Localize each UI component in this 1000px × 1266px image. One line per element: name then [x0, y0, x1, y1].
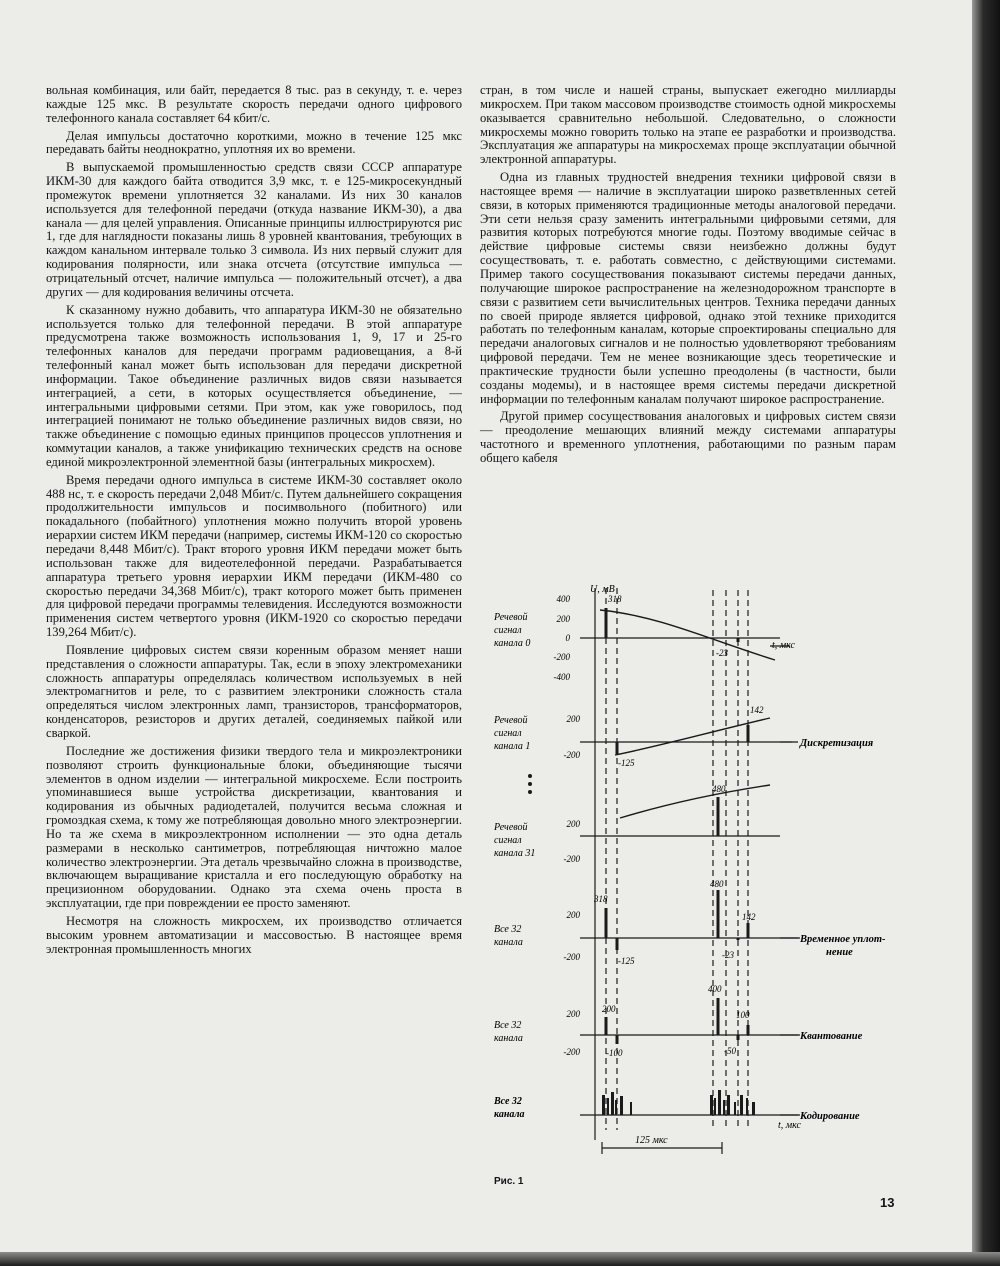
tick-label: 200 — [556, 614, 570, 624]
tick-label: 400 — [556, 594, 570, 604]
paragraph: Одна из главных трудностей внедрения техники цифровой связи в настоящее время — наличие в эксплуатации широко разветвленных сетей связи, в которых применяются традиционные методы аналоговой передачи. Эти сети нельзя сразу заменить интегральными цифровыми сетями, для развития которых потребуются многие годы. Поэтому вводимые сейчас в действие цифровые системы связи неизбежно должны будут сосуществовать, т. е. работать совместно, с действующими системами. Пример такого сосуществования показывают системы передачи данных, получающие широкое распространение на железнодорожном транспорте в связи с развитием сети вычислительных центров. Техника передачи данных по своей природе является цифровой, однако этой технике приходится работать по телефонным каналам, которые спроектированы специально для передачи аналоговых сигналов и не полностью удовлетворяют требованиям цифровой передачи. Тем не менее возникающие здесь теоретические и практические трудности были успешно преодолены (в частности, были созданы модемы), и в настоящее время системы передачи дискретной информации по телефонным каналам получают широкое распространение. — [480, 170, 896, 406]
tick-label: -400 — [553, 672, 570, 682]
scan-edge-shadow — [972, 0, 1000, 1266]
tick-label: -200 — [563, 952, 580, 962]
row-label: канала — [494, 1109, 525, 1120]
ellipsis-dots — [528, 774, 532, 794]
tick-label: -200 — [563, 750, 580, 760]
value-label: -50 — [724, 1046, 736, 1056]
period-label: 125 мкс — [635, 1135, 668, 1146]
row-label: канала 1 — [494, 741, 531, 752]
tick-label: 200 — [566, 714, 580, 724]
pcm-diagram — [480, 580, 900, 1160]
row-label: Все 32 — [494, 1096, 522, 1107]
tick-label: 200 — [566, 819, 580, 829]
row-label: сигнал — [494, 625, 522, 636]
axis-t-label: t, мкс — [778, 1120, 801, 1131]
value-label: -100 — [606, 1048, 623, 1058]
tick-label: 200 — [566, 1009, 580, 1019]
paragraph: Делая импульсы достаточно короткими, можно в течение 125 мкс передавать байты неоднократно, уплотняя их во времени. — [46, 128, 462, 157]
value-label: 480 — [712, 784, 726, 794]
axis-t-label: t, мкс — [772, 640, 795, 651]
stage-label-coding: Кодирование — [800, 1111, 860, 1122]
paragraph: Время передачи одного импульса в системе ИКМ-30 составляет около 488 нс, т. е скорость передачи 2,048 Мбит/с. Путем дальнейшего сокращения продолжительности импульсов и посимвольного (побитного) или покадального (побайтного) уплотнения можно получить второй уровень иерархии систем ИКМ передачи (например, системы ИКМ-120 со скоростью передачи 8,448 Мбит/с). Тракт второго уровня ИКМ передачи может быть использован также для видеотелефонной передачи. Разрабатывается аппаратура третьего уровня иерархии ИКМ передачи (ИКМ-480 со скоростью передачи 34,368 Мбит/с), тракт которого может быть применен для цифровой передачи программы телевидения. Исследуются возможности применения систем четвертого уровня (ИКМ-1920 со скоростью передачи 139,264 Мбит/с). — [46, 472, 462, 640]
row-label: канала — [494, 1033, 523, 1044]
stage-label-time-mux: Временное уплот- — [800, 934, 886, 945]
paragraph: Появление цифровых систем связи коренным образом меняет наши представления о сложности аппаратуры. Так, если в эпоху электромеханики сложность аппаратуры определялась количеством используемых в ней электромагнитов и реле, то с развитием электроники сложность стала определяться числом электронных ламп, транзисторов, трансформаторов, конденсаторов, резисторов и других деталей, соединяемых пайкой или сваркой. — [46, 642, 462, 740]
value-label: -23 — [716, 648, 728, 658]
row-label: Все 32 — [494, 1020, 522, 1031]
stage-label-quantization: Квантование — [800, 1031, 863, 1042]
value-label: 318 — [608, 594, 622, 604]
row-label: Речевой — [494, 715, 528, 726]
value-label: 200 — [602, 1004, 616, 1014]
left-text-column — [46, 84, 462, 960]
paragraph: В выпускаемой промышленностью средств связи СССР аппаратуре ИКМ-30 для каждого байта отводится 3,9 мкс, т. е 125-микросекундный промежуток времени уплотняется 32 каналами. Из них 30 каналов используется для телефонной передачи (откуда название ИКМ-30), а два канала — для целей управления. Описанные принципы иллюстрируются рис 1, где для наглядности показаны лишь 8 уровней квантования, требующих в каждом канальном интервале только 3 символа. Из них первый служит для кодирования полярности, или знака отсчета (отсутствие импульса — отрицательный отсчет, наличие импульса — положительный отсчет), а два других — для кодирования величины отсчета. — [46, 160, 462, 299]
tick-label: -200 — [563, 1047, 580, 1057]
paragraph: Другой пример сосуществования аналоговых и цифровых систем связи — преодоление мешающих влияний между системами аппаратуры частотного и временного уплотнения, работающими по разным парам общего кабеля — [480, 409, 896, 465]
right-text-column — [480, 84, 896, 470]
value-label: -125 — [618, 758, 635, 768]
row-label: сигнал — [494, 835, 522, 846]
row-label: Все 32 — [494, 924, 522, 935]
tick-label: 0 — [565, 633, 570, 643]
paragraph: Несмотря на сложность микросхем, их производство отличается высоким уровнем автоматизации и массовостью. В настоящее время электронная промышленность многих — [46, 913, 462, 956]
value-label: -23 — [722, 950, 734, 960]
row-label: сигнал — [494, 728, 522, 739]
stage-label-time-mux-2: нение — [826, 947, 853, 958]
paragraph: К сказанному нужно добавить, что аппаратура ИКМ-30 не обязательно используется только для телефонной передачи. В этой аппаратуре предусмотрена также возможность использования 1, 9, 17 и 25-го телефонных каналов для передачи программ радиовещания, а 8-й телефонный канал может быть использован для передачи дискретной информации. Такое объединение различных видов связи называется интеграцией, а сети, в которых осуществляется объединение, — интегральными цифровыми сетями. При этом, как уже говорилось, под интеграцией понимают не только объединение различных видов связи, но также объединение с помощью единых принципов процессов уплотнения и коммутации каналов, а также унификацию технических средств на основе единой микроэлектронной элементной базы (интегральных микросхем). — [46, 302, 462, 469]
value-label: 480 — [710, 879, 724, 889]
tick-label: 200 — [566, 910, 580, 920]
page-number: 13 — [880, 1195, 895, 1210]
figure-caption: Рис. 1 — [494, 1176, 524, 1187]
row-label: канала 0 — [494, 638, 531, 649]
value-label: 400 — [708, 984, 722, 994]
row-label: канала 31 — [494, 848, 536, 859]
tick-label: -200 — [553, 652, 570, 662]
value-label: 318 — [594, 894, 608, 904]
stage-label-discretization: Дискретизация — [800, 738, 874, 749]
value-label: 142 — [750, 705, 764, 715]
tick-label: -200 — [563, 854, 580, 864]
scan-bottom-shadow — [0, 1252, 1000, 1266]
row-label: Речевой — [494, 612, 528, 623]
paragraph: вольная комбинация, или байт, передается 8 тыс. раз в секунду, т. е. через каждые 125 мкс. В результате скорость передачи одного цифрового телефонного канала составляет 64 кбит/с. — [46, 83, 462, 125]
coding-pulses — [602, 1090, 755, 1115]
value-label: -125 — [618, 956, 635, 966]
row-label: канала — [494, 937, 523, 948]
paragraph: стран, в том числе и нашей страны, выпускает ежегодно миллиарды микросхем. При таком массовом производстве стоимость одной микросхемы оказывается сравнительно небольшой. Следовательно, о сложности микросхемы можно говорить только на этапе ее разработки и производства. Эксплуатация же аппаратуры на микросхемах проще эксплуатации обычной электронной аппаратуры. — [480, 83, 896, 167]
row-label: Речевой — [494, 822, 528, 833]
axis-u-label: U, мВ — [590, 584, 615, 595]
ch0-signal-curve — [600, 610, 775, 660]
paragraph: Последние же достижения физики твердого тела и микроэлектроники позволяют строить функциональные блоки, объединяющие тысячи элементов в одном изделии — интегральной микросхеме. Если построить упоминавшиеся выше устройства дискретизации, квантования и кодирования из обычных радиодеталей, получится весьма сложная и громоздкая схема, к тому же потребляющая довольно много электроэнергии. Но та же схема в микроэлектронном исполнении — это одна деталь размерами в несколько сантиметров, потребляющая ничтожно малое количество электроэнергии. Эта деталь чрезвычайно сложна в производстве, включающем выращивание кристалла и его последующую обработку на прецизионном оборудовании. Однако эта схема очень проста в эксплуатации, где при повреждении ее просто заменяют. — [46, 743, 462, 911]
value-label: 142 — [742, 912, 756, 922]
value-label: 100 — [736, 1010, 750, 1020]
